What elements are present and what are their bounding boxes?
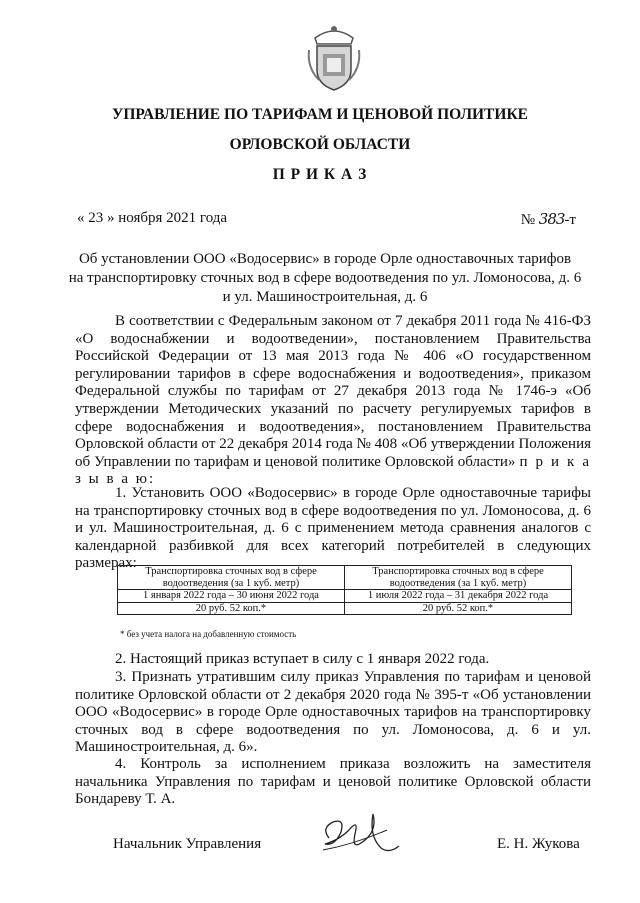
order-date: « 23 » ноября 2021 года xyxy=(77,210,228,226)
table-row xyxy=(118,566,572,590)
doc-type-title: П Р И К А З xyxy=(272,166,368,183)
number-prefix: № xyxy=(520,212,536,228)
subject-line: Об установлении ООО «Водосервис» в городе Орле одноставочных тарифов xyxy=(78,251,572,267)
signatory-title: Начальник Управления xyxy=(113,836,262,852)
order-word: п р и к а з ы в а ю: xyxy=(75,453,592,488)
table-value-cell: 20 руб. 52 коп.* xyxy=(345,602,572,615)
table-footnote: * без учета налога на добавленную стоимость xyxy=(120,629,297,639)
subject-line: и ул. Машиностроительная, д. 6 xyxy=(222,289,428,305)
table-row xyxy=(118,590,572,603)
order-number xyxy=(521,210,576,229)
table-period-cell: 1 января 2022 года – 30 июня 2022 года xyxy=(118,590,345,603)
order-item-1 xyxy=(75,485,591,573)
item-4-text: 4. Контроль за исполнением приказа возложить на заместителя начальника Управления по тарифам и ценовой политике Орловской области Бондареву Т. А. xyxy=(75,756,591,808)
table-value-cell: 20 руб. 52 коп.* xyxy=(118,602,345,615)
coat-of-arms-icon xyxy=(305,20,363,92)
table-period-cell: 1 июля 2022 года – 31 декабря 2022 года xyxy=(345,590,572,603)
order-item-3 xyxy=(75,669,591,757)
item-2-text: 2. Настоящий приказ вступает в силу с 1 января 2022 года. xyxy=(115,651,490,667)
handwritten-signature-icon xyxy=(315,800,405,860)
order-item-2 xyxy=(75,651,591,669)
subject-line: на транспортировку сточных вод в сфере водоотведения по ул. Ломоносова, д. 6 xyxy=(68,270,582,286)
agency-title-line1: УПРАВЛЕНИЕ ПО ТАРИФАМ И ЦЕНОВОЙ ПОЛИТИКЕ xyxy=(111,106,529,123)
order-subject xyxy=(60,250,590,307)
number-handwritten: 383 xyxy=(538,210,565,228)
item-3-text: 3. Признать утратившим силу приказ Управления по тарифам и ценовой политике Орловской области от 2 декабря 2020 года № 395-т «Об установлении ООО «Водосервис» в городе Орле одноставочных тарифов на транспортировку сточных вод в сфере водоотведения по ул. Ломоносова, д. 6 и ул. Машиностроительная, д. 6». xyxy=(75,669,591,756)
preamble-text: В соответствии с Федеральным законом от 7 декабря 2011 года № 416-ФЗ «О водоснабжении и водоотведении», постановлением Правительства Российской Федерации от 13 мая 2013 года № 406 «О государственном регулировании тарифов в сфере водоснабжения и водоотведения», приказом Федеральной службы по тарифам от 27 декабря 2013 года № 1746-э «Об утверждении Методических указаний по расчету регулируемых тарифов в сфере водоснабжения и водоотведения», постановлением Правительства Орловской области от 22 декабря 2014 года № 408 «Об утверждении Положения об Управлении по тарифам и ценовой политике Орловской области» xyxy=(75,313,591,470)
number-suffix: -т xyxy=(564,212,576,228)
tariff-table xyxy=(117,565,572,615)
table-row xyxy=(118,602,572,615)
signatory-name: Е. Н. Жукова xyxy=(497,836,580,852)
table-header-cell: Транспортировка сточных вод в сфере водоотведения (за 1 куб. метр) xyxy=(118,566,345,590)
item-1-text: 1. Установить ООО «Водосервис» в городе Орле одноставочные тарифы на транспортировку сточных вод в сфере водоотведения по ул. Ломоносова, д. 6 и ул. Машиностроительная, д. 6 с применением метода сравнения аналогов с календарной разбивкой для всех категорий потребителей в следующих размерах: xyxy=(75,485,591,572)
table-header-cell: Транспортировка сточных вод в сфере водоотведения (за 1 куб. метр) xyxy=(345,566,572,590)
order-preamble xyxy=(75,313,591,489)
agency-title-line2: ОРЛОВСКОЙ ОБЛАСТИ xyxy=(229,136,411,153)
